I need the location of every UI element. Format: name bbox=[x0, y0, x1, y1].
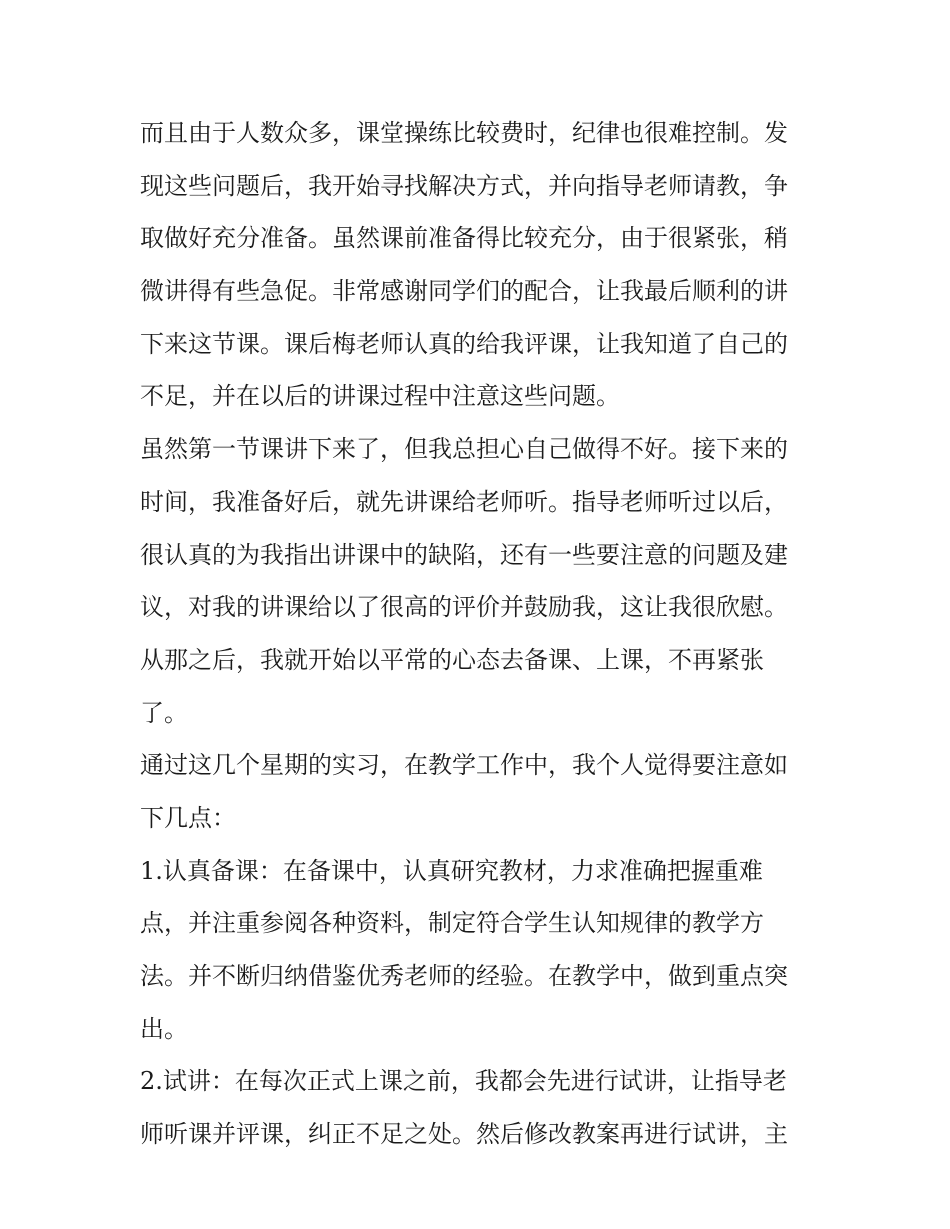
text-line: 下来这节课。课后梅老师认真的给我评课，让我知道了自己的 bbox=[140, 329, 788, 358]
text-line: 出。 bbox=[140, 1014, 188, 1043]
text-line: 虽然第一节课讲下来了，但我总担心自己做得不好。接下来的 bbox=[140, 435, 788, 464]
text-line: 下几点： bbox=[140, 803, 236, 832]
text-line: 现这些问题后，我开始寻找解决方式，并向指导老师请教，争 bbox=[140, 171, 788, 200]
text-line: 取做好充分准备。虽然课前准备得比较充分，由于很紧张，稍 bbox=[140, 224, 788, 253]
text-line: 不足，并在以后的讲课过程中注意这些问题。 bbox=[140, 382, 620, 411]
text-line: 很认真的为我指出讲课中的缺陷，还有一些要注意的问题及建 bbox=[140, 540, 788, 569]
text-line: 2.试讲：在每次正式上课之前，我都会先进行试讲，让指导老 bbox=[140, 1067, 787, 1096]
text-line: 1.认真备课：在备课中，认真研究教材，力求准确把握重难 bbox=[140, 856, 763, 885]
text-line: 议，对我的讲课给以了很高的评价并鼓励我，这让我很欣慰。 bbox=[140, 593, 788, 622]
text-line: 而且由于人数众多，课堂操练比较费时，纪律也很难控制。发 bbox=[140, 119, 788, 147]
text-line: 点，并注重参阅各种资料，制定符合学生认知规律的教学方 bbox=[140, 909, 764, 938]
document-body bbox=[140, 107, 820, 1161]
text-line: 从那之后，我就开始以平常的心态去备课、上课，不再紧张 bbox=[140, 645, 764, 674]
text-line: 了。 bbox=[140, 698, 188, 727]
text-line: 师听课并评课，纠正不足之处。然后修改教案再进行试讲，主 bbox=[140, 1120, 788, 1149]
text-line: 时间，我准备好后，就先讲课给老师听。指导老师听过以后， bbox=[140, 487, 788, 516]
text-line: 微讲得有些急促。非常感谢同学们的配合，让我最后顺利的讲 bbox=[140, 277, 788, 306]
text-line: 法。并不断归纳借鉴优秀老师的经验。在教学中，做到重点突 bbox=[140, 962, 788, 990]
text-line: 通过这几个星期的实习，在教学工作中，我个人觉得要注意如 bbox=[140, 751, 788, 780]
